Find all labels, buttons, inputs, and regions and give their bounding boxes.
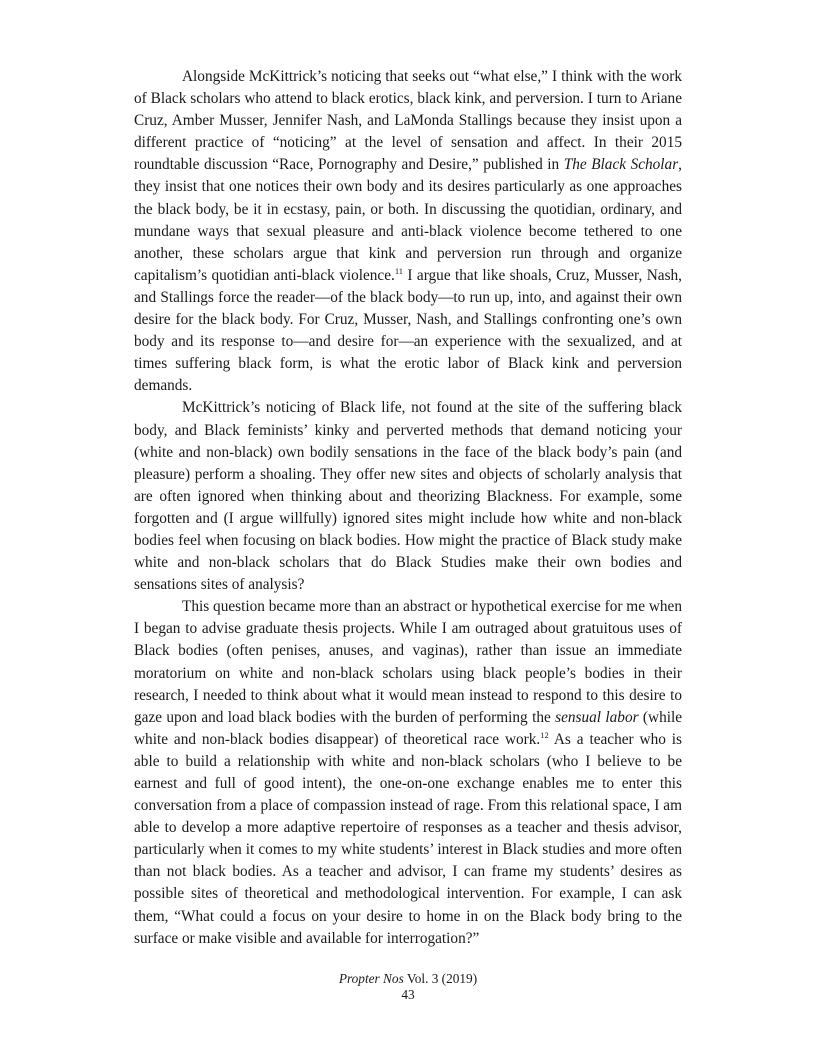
text-segment: , they insist that one notices their own body and its desires particularly as one approaches the black body, be it in ecstasy, pain, or both. In discussing the quotidian, ordinary, and mundane ways that sexual pleasure and anti-black violence become tethered to one another, these scholars argue that kink and perversion run through and organize capitalism’s quotidian anti-black violence. — [134, 156, 682, 284]
footnote-ref-11[interactable]: 11 — [394, 265, 404, 276]
journal-title-italic: The Black Scholar — [563, 156, 679, 174]
text-segment: McKittrick’s noticing of Black life, not found at the site of the suffering black body, and Black feminists’ kinky and perverted methods that demand noticing your (white and non-black) own bodily sensations in the face of the black body’s pain (and pleasure) perform a shoaling. They offer new sites and objects of scholarly analysis that are often ignored when thinking about and theorizing Blackness. For example, some forgotten and (I argue willfully) ignored sites might include how white and non-black bodies feel when focusing on black bodies. How might the practice of Black study make white and non-black scholars that do Black Studies make their own bodies and sensations sites of analysis? — [134, 399, 682, 594]
paragraph-2 — [134, 397, 682, 596]
text-segment: This question became more than an abstract or hypothetical exercise for me when I began to advise graduate thesis projects. While I am outraged about gratuitous uses of Black bodies (often penises, anuses, and vaginas), rather than issue an immediate moratorium on white and non-black scholars using black people’s bodies in their research, I needed to think about what it would mean instead to respond to this desire to gaze upon and load black bodies with the burden of performing the — [134, 598, 682, 726]
journal-citation — [0, 971, 816, 987]
text-segment: (while white and non-black bodies disappear) of theoretical race work. — [134, 708, 683, 748]
page-footer — [0, 971, 816, 1003]
emphasis-italic: sensual labor — [555, 708, 639, 726]
text-segment: I argue that like shoals, Cruz, Musser, Nash, and Stallings force the reader—of the black body—to run up, into, and against their own desire for the black body. For Cruz, Musser, Nash, and Stallings confronting one’s own body and its response to—and desire for—an experience with the sexualized, and at times suffering black form, is what the erotic labor of Black kink and perversion demands. — [134, 266, 682, 395]
text-segment: As a teacher who is able to build a relationship with white and non-black scholars (who I believe to be earnest and full of good intent), the one-on-one exchange enables me to enter this conversation from a place of compassion instead of rage. From this relational space, I am able to develop a more adaptive repertoire of responses as a teacher and thesis advisor, particularly when it comes to my white students’ interest in Black studies and more often than not black bodies. As a teacher and advisor, I can frame my students’ desires as possible sites of theoretical and methodological intervention. For example, I can ask them, “What could a focus on your desire to home in on the Black body bring to the surface or make visible and available for interrogation?” — [134, 730, 682, 947]
text-segment: Alongside McKittrick’s noticing that seeks out “what else,” I think with the work of Black scholars who attend to black erotics, black kink, and perversion. I turn to Ariane Cruz, Amber Musser, Jennifer Nash, and LaMonda Stallings because they insist upon a different practice of “noticing” at the level of sensation and affect. In their 2015 roundtable discussion “Race, Pornography and Desire,” published in — [134, 68, 682, 174]
journal-name: Propter Nos — [338, 971, 404, 986]
paragraph-3 — [134, 596, 682, 950]
paragraph-1 — [134, 66, 682, 397]
article-body — [134, 66, 682, 950]
footnote-ref-12[interactable]: 12 — [540, 729, 549, 740]
page-number: 43 — [401, 987, 415, 1002]
journal-volume: Vol. 3 (2019) — [403, 971, 478, 986]
